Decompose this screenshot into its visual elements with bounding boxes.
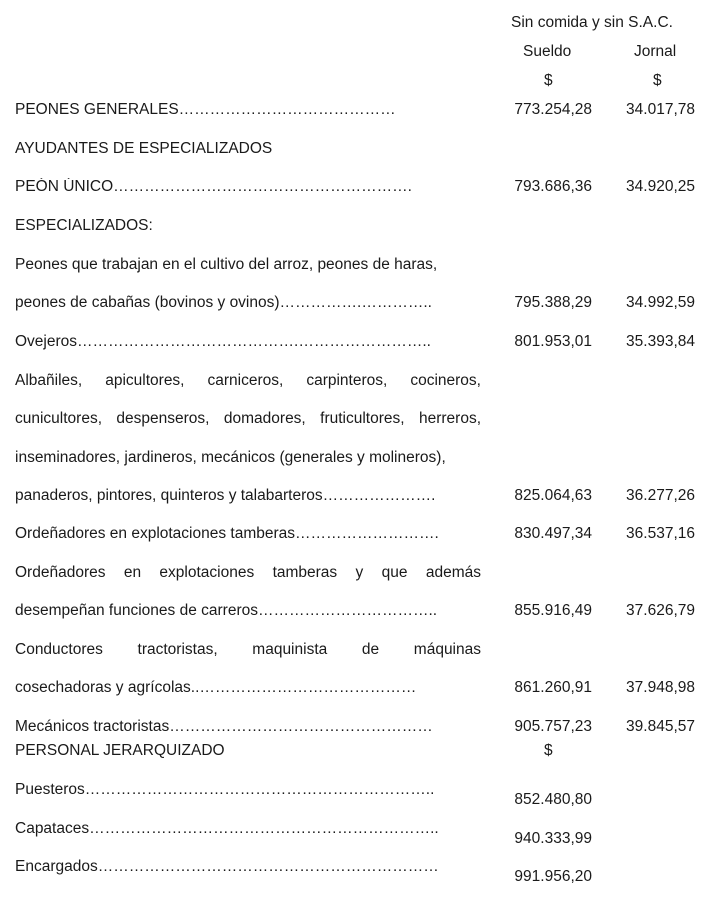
row-jornal-peon-unico: 34.920,25	[626, 178, 695, 195]
row-label-oficios-line1: Albañiles, apicultores, carniceros, carpinteros, cocineros,	[15, 372, 481, 389]
row-label-ordenadores-carreros-line1: Ordeñadores en explotaciones tamberas y que además	[15, 564, 481, 581]
column-header-sueldo: Sueldo	[523, 43, 572, 60]
row-label-conductores-line1: Conductores tractoristas, maquinista de máquinas	[15, 641, 481, 658]
row-sueldo-capataces: 940.333,99	[514, 830, 592, 847]
row-sueldo-ovejeros: 801.953,01	[514, 333, 592, 350]
row-jornal-ovejeros: 35.393,84	[626, 333, 695, 350]
section-personal-jerarquizado: PERSONAL JERARQUIZADO	[15, 742, 225, 759]
row-jornal-ordenadores-carreros: 37.626,79	[626, 602, 695, 619]
row-jornal-mecanicos-tractoristas: 39.845,57	[626, 718, 695, 735]
row-jornal-oficios: 36.277,26	[626, 487, 695, 504]
row-label-arroz-line1: Peones que trabajan en el cultivo del arroz, peones de haras,	[15, 256, 438, 273]
row-sueldo-mecanicos-tractoristas: 905.757,23	[514, 718, 592, 735]
row-label-peones-generales: PEONES GENERALES……………………………………	[15, 101, 396, 118]
currency-jornal: $	[653, 72, 662, 89]
row-label-oficios-line4: panaderos, pintores, quinteros y talabarteros………………….	[15, 487, 436, 504]
row-jornal-peones-generales: 34.017,78	[626, 101, 695, 118]
section-ayudantes: AYUDANTES DE ESPECIALIZADOS	[15, 140, 273, 157]
row-label-ovejeros: Ovejeros…………………………………….……………………..	[15, 333, 431, 350]
row-label-oficios-line2: cunicultores, despenseros, domadores, fruticultores, herreros,	[15, 410, 481, 427]
column-header-jornal: Jornal	[634, 43, 677, 60]
row-label-capataces: Capataces…………………………………………………………..	[15, 820, 439, 837]
row-sueldo-ordenadores: 830.497,34	[514, 525, 592, 542]
currency-sueldo: $	[544, 72, 553, 89]
row-sueldo-ordenadores-carreros: 855.916,49	[514, 602, 592, 619]
row-sueldo-puesteros: 852.480,80	[514, 791, 592, 808]
row-jornal-conductores: 37.948,98	[626, 679, 695, 696]
row-sueldo-arroz: 795.388,29	[514, 294, 592, 311]
row-label-peon-unico: PEÓN ÚNICO………………………………………………….	[15, 178, 412, 195]
row-label-arroz-line2: peones de cabañas (bovinos y ovinos)…………….…………..	[15, 294, 432, 311]
row-sueldo-oficios: 825.064,63	[514, 487, 592, 504]
row-jornal-arroz: 34.992,59	[626, 294, 695, 311]
section-especializados: ESPECIALIZADOS:	[15, 217, 153, 234]
row-label-ordenadores-carreros-line2: desempeñan funciones de carreros……………………………..	[15, 602, 438, 619]
row-sueldo-peones-generales: 773.254,28	[514, 101, 592, 118]
currency-jerarquizado: $	[544, 742, 553, 759]
row-label-ordenadores: Ordeñadores en explotaciones tamberas……………………….	[15, 525, 439, 542]
row-sueldo-peon-unico: 793.686,36	[514, 178, 592, 195]
row-label-puesteros: Puesteros…………………………………………………………..	[15, 781, 435, 798]
row-label-oficios-line3: inseminadores, jardineros, mecánicos (generales y molineros),	[15, 449, 446, 466]
row-sueldo-encargados: 991.956,20	[514, 868, 592, 885]
row-label-conductores-line2: cosechadoras y agrícolas..……………………………………	[15, 679, 417, 696]
row-sueldo-conductores: 861.260,91	[514, 679, 592, 696]
header-title: Sin comida y sin S.A.C.	[511, 14, 673, 31]
row-label-encargados: Encargados…………………………………………………………	[15, 858, 439, 875]
row-jornal-ordenadores: 36.537,16	[626, 525, 695, 542]
row-label-mecanicos-tractoristas: Mecánicos tractoristas……………………………………………	[15, 718, 433, 735]
